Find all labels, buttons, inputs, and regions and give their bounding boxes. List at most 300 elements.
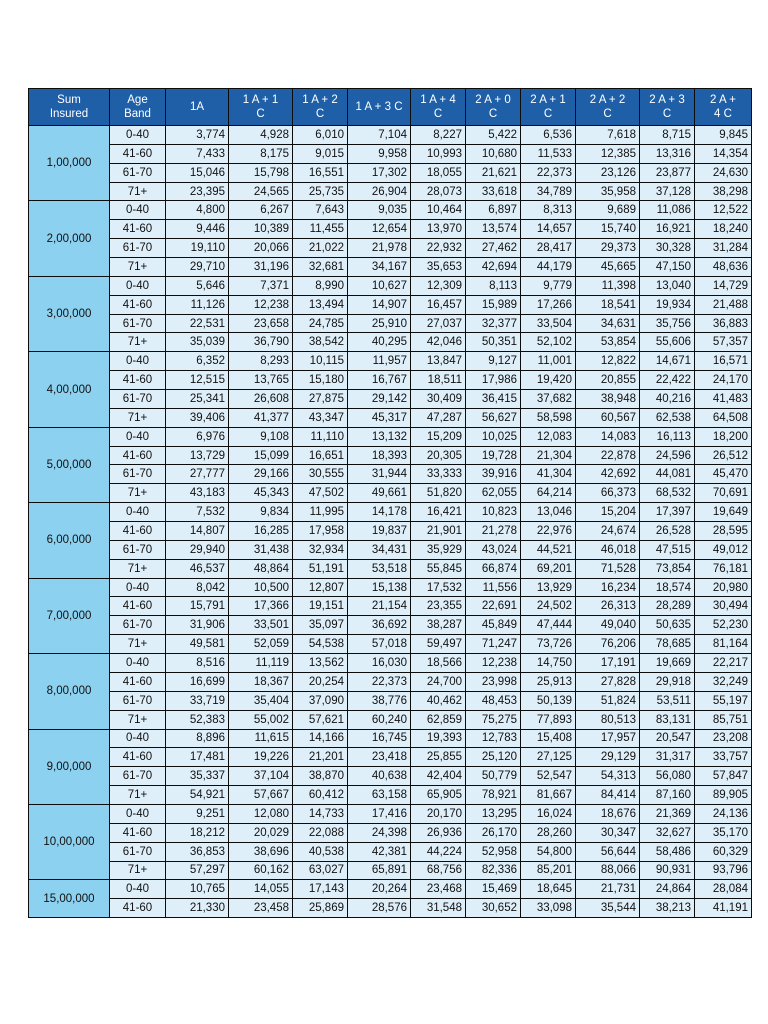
premium-cell: 34,431 [348, 540, 411, 559]
sum-insured-cell: 5,00,000 [29, 427, 110, 502]
premium-cell: 54,538 [293, 635, 348, 654]
premium-cell: 8,175 [229, 144, 293, 163]
age-band-cell: 61-70 [110, 767, 166, 786]
premium-cell: 20,547 [640, 729, 695, 748]
table-row [29, 899, 752, 918]
premium-cell: 9,015 [293, 144, 348, 163]
age-band-cell: 41-60 [110, 823, 166, 842]
premium-cell: 57,847 [695, 767, 752, 786]
premium-cell: 10,115 [293, 352, 348, 371]
table-row [29, 880, 752, 899]
premium-cell: 13,040 [640, 276, 695, 295]
table-row [29, 239, 752, 258]
premium-cell: 47,515 [640, 540, 695, 559]
premium-cell: 25,735 [293, 182, 348, 201]
premium-cell: 16,921 [640, 220, 695, 239]
premium-cell: 45,317 [348, 408, 411, 427]
age-band-cell: 61-70 [110, 314, 166, 333]
premium-cell: 21,621 [466, 163, 521, 182]
premium-cell: 70,691 [695, 484, 752, 503]
premium-cell: 34,631 [576, 314, 640, 333]
premium-cell: 11,398 [576, 276, 640, 295]
premium-cell: 12,807 [293, 578, 348, 597]
sum-insured-cell: 9,00,000 [29, 729, 110, 804]
premium-cell: 85,201 [521, 861, 576, 880]
premium-cell: 15,791 [166, 597, 229, 616]
premium-cell: 11,957 [348, 352, 411, 371]
premium-cell: 37,090 [293, 691, 348, 710]
column-header: Age Band [110, 89, 166, 126]
premium-cell: 22,217 [695, 654, 752, 673]
premium-cell: 54,800 [521, 842, 576, 861]
table-row [29, 201, 752, 220]
age-band-cell: 0-40 [110, 880, 166, 899]
table-row [29, 672, 752, 691]
premium-cell: 32,681 [293, 258, 348, 277]
sum-insured-cell: 6,00,000 [29, 503, 110, 578]
premium-cell: 11,119 [229, 654, 293, 673]
premium-cell: 18,541 [576, 295, 640, 314]
age-band-cell: 71+ [110, 861, 166, 880]
age-band-cell: 41-60 [110, 672, 166, 691]
premium-cell: 36,415 [466, 390, 521, 409]
premium-cell: 31,548 [411, 899, 466, 918]
premium-cell: 59,497 [411, 635, 466, 654]
premium-cell: 9,958 [348, 144, 411, 163]
table-row [29, 635, 752, 654]
age-band-cell: 71+ [110, 484, 166, 503]
table-row [29, 654, 752, 673]
premium-cell: 47,444 [521, 616, 576, 635]
premium-cell: 40,538 [293, 842, 348, 861]
premium-cell: 45,343 [229, 484, 293, 503]
premium-cell: 26,170 [466, 823, 521, 842]
table-row [29, 295, 752, 314]
premium-cell: 17,302 [348, 163, 411, 182]
premium-cell: 23,395 [166, 182, 229, 201]
premium-cell: 24,674 [576, 522, 640, 541]
premium-cell: 57,621 [293, 710, 348, 729]
premium-table [28, 88, 752, 918]
premium-cell: 8,227 [411, 126, 466, 145]
age-band-cell: 71+ [110, 786, 166, 805]
premium-cell: 22,932 [411, 239, 466, 258]
premium-cell: 71,247 [466, 635, 521, 654]
premium-cell: 41,304 [521, 465, 576, 484]
premium-cell: 15,989 [466, 295, 521, 314]
premium-cell: 11,126 [166, 295, 229, 314]
column-header: 1A [166, 89, 229, 126]
column-header: Sum Insured [29, 89, 110, 126]
premium-cell: 16,030 [348, 654, 411, 673]
premium-cell: 30,652 [466, 899, 521, 918]
premium-cell: 31,906 [166, 616, 229, 635]
premium-cell: 10,025 [466, 427, 521, 446]
table-row [29, 182, 752, 201]
premium-cell: 39,916 [466, 465, 521, 484]
column-header: 2 A + 0 C [466, 89, 521, 126]
premium-cell: 76,206 [576, 635, 640, 654]
premium-cell: 20,254 [293, 672, 348, 691]
premium-cell: 5,422 [466, 126, 521, 145]
premium-cell: 29,940 [166, 540, 229, 559]
premium-cell: 42,046 [411, 333, 466, 352]
premium-cell: 25,341 [166, 390, 229, 409]
premium-cell: 17,532 [411, 578, 466, 597]
premium-cell: 23,998 [466, 672, 521, 691]
premium-cell: 35,170 [695, 823, 752, 842]
premium-cell: 45,470 [695, 465, 752, 484]
premium-cell: 6,976 [166, 427, 229, 446]
premium-cell: 16,024 [521, 804, 576, 823]
age-band-cell: 71+ [110, 635, 166, 654]
premium-cell: 16,767 [348, 371, 411, 390]
premium-cell: 32,934 [293, 540, 348, 559]
premium-cell: 18,367 [229, 672, 293, 691]
age-band-cell: 0-40 [110, 276, 166, 295]
header-row [29, 89, 752, 126]
age-band-cell: 41-60 [110, 446, 166, 465]
premium-cell: 17,957 [576, 729, 640, 748]
premium-cell: 57,667 [229, 786, 293, 805]
premium-cell: 60,162 [229, 861, 293, 880]
premium-cell: 24,630 [695, 163, 752, 182]
premium-cell: 42,381 [348, 842, 411, 861]
premium-cell: 8,313 [521, 201, 576, 220]
premium-cell: 24,136 [695, 804, 752, 823]
premium-cell: 15,209 [411, 427, 466, 446]
premium-cell: 27,777 [166, 465, 229, 484]
premium-cell: 47,287 [411, 408, 466, 427]
premium-cell: 58,486 [640, 842, 695, 861]
premium-cell: 8,715 [640, 126, 695, 145]
table-row [29, 163, 752, 182]
premium-cell: 81,164 [695, 635, 752, 654]
age-band-cell: 0-40 [110, 804, 166, 823]
premium-cell: 36,692 [348, 616, 411, 635]
premium-cell: 29,918 [640, 672, 695, 691]
premium-cell: 43,183 [166, 484, 229, 503]
premium-cell: 13,574 [466, 220, 521, 239]
table-row [29, 710, 752, 729]
premium-cell: 37,104 [229, 767, 293, 786]
premium-cell: 22,531 [166, 314, 229, 333]
table-row [29, 522, 752, 541]
premium-cell: 9,689 [576, 201, 640, 220]
premium-cell: 80,513 [576, 710, 640, 729]
age-band-cell: 61-70 [110, 540, 166, 559]
premium-cell: 26,904 [348, 182, 411, 201]
premium-cell: 25,910 [348, 314, 411, 333]
premium-cell: 19,649 [695, 503, 752, 522]
premium-cell: 16,421 [411, 503, 466, 522]
premium-cell: 56,644 [576, 842, 640, 861]
premium-cell: 52,102 [521, 333, 576, 352]
premium-cell: 12,309 [411, 276, 466, 295]
premium-cell: 14,733 [293, 804, 348, 823]
premium-cell: 57,297 [166, 861, 229, 880]
premium-cell: 68,532 [640, 484, 695, 503]
table-row [29, 559, 752, 578]
premium-cell: 9,127 [466, 352, 521, 371]
premium-cell: 41,377 [229, 408, 293, 427]
premium-cell: 14,354 [695, 144, 752, 163]
table-row [29, 220, 752, 239]
premium-cell: 28,576 [348, 899, 411, 918]
premium-cell: 12,080 [229, 804, 293, 823]
premium-cell: 19,110 [166, 239, 229, 258]
premium-cell: 10,464 [411, 201, 466, 220]
premium-cell: 17,481 [166, 748, 229, 767]
table-row [29, 144, 752, 163]
premium-cell: 15,408 [521, 729, 576, 748]
premium-cell: 24,170 [695, 371, 752, 390]
premium-cell: 38,542 [293, 333, 348, 352]
age-band-cell: 61-70 [110, 163, 166, 182]
table-row [29, 823, 752, 842]
premium-cell: 53,854 [576, 333, 640, 352]
premium-cell: 21,201 [293, 748, 348, 767]
table-row [29, 861, 752, 880]
premium-cell: 10,500 [229, 578, 293, 597]
premium-cell: 13,295 [466, 804, 521, 823]
premium-cell: 11,995 [293, 503, 348, 522]
premium-cell: 22,878 [576, 446, 640, 465]
premium-cell: 55,606 [640, 333, 695, 352]
premium-cell: 7,532 [166, 503, 229, 522]
premium-cell: 71,528 [576, 559, 640, 578]
table-row [29, 540, 752, 559]
premium-cell: 21,488 [695, 295, 752, 314]
premium-cell: 50,779 [466, 767, 521, 786]
premium-cell: 13,765 [229, 371, 293, 390]
age-band-cell: 61-70 [110, 390, 166, 409]
premium-cell: 93,796 [695, 861, 752, 880]
premium-cell: 38,948 [576, 390, 640, 409]
premium-cell: 50,635 [640, 616, 695, 635]
premium-cell: 64,508 [695, 408, 752, 427]
premium-cell: 24,502 [521, 597, 576, 616]
premium-cell: 77,893 [521, 710, 576, 729]
premium-cell: 8,516 [166, 654, 229, 673]
premium-cell: 28,595 [695, 522, 752, 541]
age-band-cell: 41-60 [110, 748, 166, 767]
premium-cell: 40,638 [348, 767, 411, 786]
age-band-cell: 41-60 [110, 371, 166, 390]
premium-cell: 49,012 [695, 540, 752, 559]
premium-cell: 15,740 [576, 220, 640, 239]
premium-cell: 20,980 [695, 578, 752, 597]
premium-cell: 20,264 [348, 880, 411, 899]
column-header: 2 A + 1 C [521, 89, 576, 126]
premium-cell: 27,462 [466, 239, 521, 258]
table-row [29, 616, 752, 635]
premium-cell: 89,905 [695, 786, 752, 805]
age-band-cell: 0-40 [110, 729, 166, 748]
table-body [29, 126, 752, 918]
premium-cell: 12,515 [166, 371, 229, 390]
premium-cell: 12,654 [348, 220, 411, 239]
premium-cell: 22,976 [521, 522, 576, 541]
premium-cell: 11,556 [466, 578, 521, 597]
premium-cell: 36,853 [166, 842, 229, 861]
premium-cell: 41,483 [695, 390, 752, 409]
table-row [29, 729, 752, 748]
premium-cell: 21,304 [521, 446, 576, 465]
premium-cell: 13,132 [348, 427, 411, 446]
premium-cell: 18,566 [411, 654, 466, 673]
premium-cell: 33,504 [521, 314, 576, 333]
premium-cell: 48,636 [695, 258, 752, 277]
premium-cell: 13,729 [166, 446, 229, 465]
premium-cell: 19,226 [229, 748, 293, 767]
premium-cell: 15,204 [576, 503, 640, 522]
premium-cell: 42,694 [466, 258, 521, 277]
premium-cell: 25,855 [411, 748, 466, 767]
premium-cell: 24,700 [411, 672, 466, 691]
age-band-cell: 71+ [110, 408, 166, 427]
premium-cell: 12,083 [521, 427, 576, 446]
premium-cell: 56,080 [640, 767, 695, 786]
premium-cell: 32,627 [640, 823, 695, 842]
column-header: 1 A + 2 C [293, 89, 348, 126]
premium-cell: 20,066 [229, 239, 293, 258]
premium-cell: 25,120 [466, 748, 521, 767]
sum-insured-cell: 3,00,000 [29, 276, 110, 351]
age-band-cell: 71+ [110, 710, 166, 729]
premium-cell: 25,869 [293, 899, 348, 918]
premium-cell: 29,373 [576, 239, 640, 258]
premium-cell: 22,691 [466, 597, 521, 616]
premium-cell: 44,081 [640, 465, 695, 484]
premium-cell: 84,414 [576, 786, 640, 805]
premium-cell: 4,928 [229, 126, 293, 145]
premium-cell: 48,453 [466, 691, 521, 710]
premium-cell: 35,653 [411, 258, 466, 277]
sum-insured-cell: 1,00,000 [29, 126, 110, 201]
age-band-cell: 0-40 [110, 503, 166, 522]
premium-cell: 40,462 [411, 691, 466, 710]
premium-cell: 6,010 [293, 126, 348, 145]
premium-cell: 22,422 [640, 371, 695, 390]
premium-cell: 53,511 [640, 691, 695, 710]
table-row [29, 842, 752, 861]
table-row [29, 804, 752, 823]
premium-cell: 15,180 [293, 371, 348, 390]
premium-cell: 56,627 [466, 408, 521, 427]
age-band-cell: 71+ [110, 182, 166, 201]
premium-cell: 62,859 [411, 710, 466, 729]
premium-cell: 32,377 [466, 314, 521, 333]
premium-cell: 14,055 [229, 880, 293, 899]
premium-cell: 14,671 [640, 352, 695, 371]
premium-cell: 26,512 [695, 446, 752, 465]
premium-cell: 23,126 [576, 163, 640, 182]
premium-cell: 37,682 [521, 390, 576, 409]
column-header: 1 A + 3 C [348, 89, 411, 126]
age-band-cell: 0-40 [110, 352, 166, 371]
premium-cell: 16,571 [695, 352, 752, 371]
premium-cell: 21,278 [466, 522, 521, 541]
premium-cell: 16,745 [348, 729, 411, 748]
premium-cell: 34,167 [348, 258, 411, 277]
premium-cell: 9,834 [229, 503, 293, 522]
age-band-cell: 41-60 [110, 220, 166, 239]
premium-cell: 8,990 [293, 276, 348, 295]
premium-cell: 29,166 [229, 465, 293, 484]
premium-cell: 52,230 [695, 616, 752, 635]
premium-cell: 9,035 [348, 201, 411, 220]
premium-cell: 62,055 [466, 484, 521, 503]
age-band-cell: 41-60 [110, 295, 166, 314]
premium-cell: 8,293 [229, 352, 293, 371]
premium-cell: 7,104 [348, 126, 411, 145]
premium-cell: 66,874 [466, 559, 521, 578]
premium-cell: 26,528 [640, 522, 695, 541]
premium-cell: 10,680 [466, 144, 521, 163]
premium-cell: 55,197 [695, 691, 752, 710]
premium-cell: 26,936 [411, 823, 466, 842]
premium-cell: 14,178 [348, 503, 411, 522]
premium-cell: 21,154 [348, 597, 411, 616]
premium-cell: 57,018 [348, 635, 411, 654]
sum-insured-cell: 8,00,000 [29, 654, 110, 729]
premium-cell: 44,179 [521, 258, 576, 277]
premium-cell: 12,238 [466, 654, 521, 673]
premium-cell: 38,298 [695, 182, 752, 201]
premium-cell: 29,710 [166, 258, 229, 277]
premium-cell: 60,412 [293, 786, 348, 805]
premium-cell: 13,929 [521, 578, 576, 597]
premium-cell: 36,790 [229, 333, 293, 352]
premium-cell: 83,131 [640, 710, 695, 729]
premium-cell: 60,240 [348, 710, 411, 729]
premium-cell: 7,618 [576, 126, 640, 145]
premium-cell: 52,383 [166, 710, 229, 729]
premium-cell: 17,366 [229, 597, 293, 616]
premium-cell: 12,238 [229, 295, 293, 314]
age-band-cell: 0-40 [110, 427, 166, 446]
premium-cell: 75,275 [466, 710, 521, 729]
premium-cell: 21,022 [293, 239, 348, 258]
premium-cell: 30,328 [640, 239, 695, 258]
premium-cell: 47,502 [293, 484, 348, 503]
premium-cell: 12,822 [576, 352, 640, 371]
premium-cell: 9,108 [229, 427, 293, 446]
premium-cell: 63,158 [348, 786, 411, 805]
premium-cell: 66,373 [576, 484, 640, 503]
premium-cell: 11,615 [229, 729, 293, 748]
age-band-cell: 71+ [110, 333, 166, 352]
premium-cell: 35,929 [411, 540, 466, 559]
premium-cell: 11,001 [521, 352, 576, 371]
premium-cell: 15,469 [466, 880, 521, 899]
premium-cell: 36,883 [695, 314, 752, 333]
premium-cell: 22,373 [521, 163, 576, 182]
premium-cell: 26,313 [576, 597, 640, 616]
premium-cell: 20,855 [576, 371, 640, 390]
premium-cell: 19,669 [640, 654, 695, 673]
premium-cell: 23,468 [411, 880, 466, 899]
premium-cell: 10,993 [411, 144, 466, 163]
table-row [29, 314, 752, 333]
sum-insured-cell: 10,00,000 [29, 804, 110, 879]
premium-cell: 58,598 [521, 408, 576, 427]
premium-cell: 30,494 [695, 597, 752, 616]
age-band-cell: 0-40 [110, 578, 166, 597]
premium-cell: 6,536 [521, 126, 576, 145]
premium-cell: 33,098 [521, 899, 576, 918]
